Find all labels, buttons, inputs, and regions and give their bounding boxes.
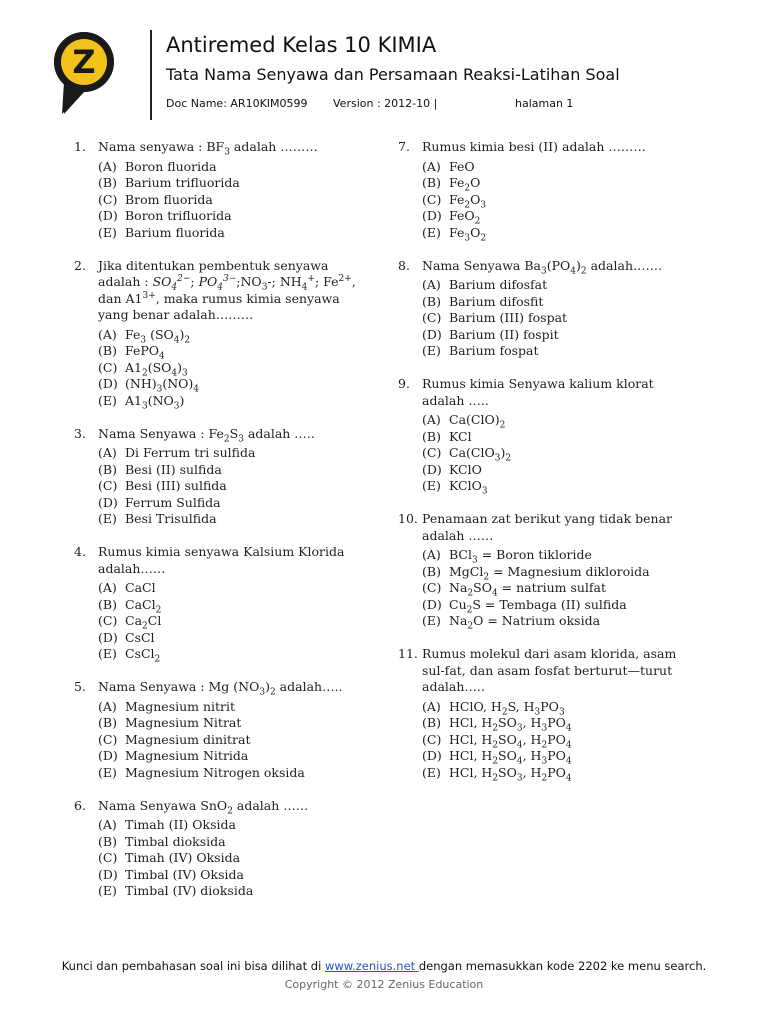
header-divider	[150, 30, 152, 120]
option-text: KCl	[449, 428, 472, 444]
question-number: 4.	[74, 544, 86, 559]
question	[74, 258, 374, 410]
answer-option	[422, 192, 698, 209]
answer-option	[422, 159, 698, 176]
option-text: BCl$_3$ = Boron tikloride	[449, 547, 592, 566]
answer-option	[422, 715, 698, 732]
answer-option	[422, 564, 698, 581]
answer-option	[422, 429, 698, 446]
answer-option	[98, 225, 374, 242]
option-letter: (E)	[422, 764, 441, 780]
option-text: Magnesium Nitrogen oksida	[125, 764, 305, 780]
answer-option	[98, 867, 374, 884]
option-text: FePO$_4$	[125, 343, 165, 362]
answer-option	[422, 225, 698, 242]
answer-option	[98, 376, 374, 393]
option-letter: (B)	[98, 461, 117, 477]
answer-option	[98, 597, 374, 614]
answer-option	[98, 699, 374, 716]
answer-option	[98, 208, 374, 225]
answer-option	[422, 310, 698, 327]
option-text: CaCl$_2$	[125, 596, 162, 615]
option-text: Besi Trisulfida	[125, 511, 217, 526]
option-letter: (E)	[98, 224, 117, 240]
question-number: 2.	[74, 257, 86, 273]
answer-option	[422, 547, 698, 564]
option-text: Boron trifluorida	[125, 208, 232, 223]
option-text: HCl, $H_2SO_4$, $H_3PO_4$	[449, 748, 572, 767]
option-letter: (E)	[98, 392, 117, 408]
question-stem: Penamaan zat berikut yang tidak benar adalah ……	[422, 511, 672, 543]
question-stem: Nama Senyawa : Mg $(NO_3)_2$ adalah…..	[98, 679, 343, 698]
option-letter: (B)	[98, 596, 117, 612]
answer-option	[98, 478, 374, 495]
option-letter: (B)	[422, 175, 441, 190]
option-letter: (A)	[98, 158, 117, 174]
footer-text-after: dengan memasukkan kode 2202 ke menu search.	[418, 959, 707, 973]
question	[74, 426, 374, 528]
answer-option	[98, 159, 374, 176]
page-number: halaman 1	[515, 97, 574, 110]
questions-column-left	[74, 139, 374, 916]
option-text: Timbal (IV) dioksida	[125, 883, 254, 898]
option-text: MgCl$_2$ = Magnesium dikloroida	[449, 563, 650, 582]
answer-option	[422, 597, 698, 614]
answer-option	[98, 511, 374, 528]
option-letter: (B)	[98, 715, 117, 730]
option-text: Besi (III) sulfida	[125, 478, 227, 493]
question-number: 8.	[398, 257, 410, 273]
option-letter: (D)	[98, 866, 118, 882]
doc-version: Version : 2012-10 |	[333, 97, 438, 110]
option-text: Brom fluorida	[125, 191, 213, 207]
answer-option	[98, 715, 374, 732]
option-letter: (B)	[422, 428, 441, 444]
answer-option	[98, 732, 374, 749]
option-letter: (B)	[98, 833, 117, 849]
option-letter: (B)	[422, 715, 441, 730]
option-text: CaCl	[125, 580, 156, 595]
option-letter: (A)	[422, 698, 441, 714]
page-subtitle: Tata Nama Senyawa dan Persamaan Reaksi-Latihan Soal	[166, 65, 620, 84]
doc-name: Doc Name: AR10KIM0599	[166, 97, 308, 110]
option-letter: (B)	[422, 293, 441, 309]
answer-option	[422, 445, 698, 462]
answer-option	[98, 462, 374, 479]
question-stem: Nama Senyawa $Ba_3(PO_4)_2$ adalah…….	[422, 257, 662, 276]
option-letter: (B)	[98, 343, 117, 358]
option-text: Barium (II) fospit	[449, 326, 559, 342]
answer-option	[98, 192, 374, 209]
question-stem: Rumus molekul dari asam klorida, asam sul-fat, dan asam fosfat berturut—turut adalah…..	[422, 646, 677, 694]
option-letter: (D)	[422, 748, 442, 763]
question-stem: Nama senyawa : $BF_3$ adalah ………	[98, 139, 318, 158]
answer-option	[422, 175, 698, 192]
answer-option	[98, 646, 374, 663]
option-letter: (D)	[422, 326, 442, 342]
option-letter: (E)	[98, 883, 117, 898]
option-letter: (A)	[422, 412, 441, 427]
option-text: $Cu_2S$ = Tembaga (II) sulfida	[449, 596, 627, 615]
question	[74, 679, 374, 781]
option-letter: (A)	[422, 158, 441, 174]
option-text: $Ca(ClO)_2$	[449, 412, 506, 431]
question	[74, 139, 374, 241]
option-letter: (C)	[98, 731, 118, 747]
question-stem: Rumus kimia Senyawa kalium klorat adalah …..	[422, 376, 654, 408]
option-letter: (D)	[98, 629, 118, 645]
option-letter: (C)	[422, 191, 442, 207]
option-letter: (E)	[98, 764, 117, 780]
question-stem: Jika ditentukan pembentuk senyawa adalah : $SO_4^{2-}$; $PO_4^{3-};NO_3-$; $NH_4^+$; $Fe^{2+}$, dan $A1^{3+}$, maka rumus kimia senyawa yang benar adalah………	[98, 257, 356, 322]
answer-option	[422, 327, 698, 344]
option-letter: (C)	[422, 731, 442, 747]
option-text: HCl, $H_2SO_4$, $H_2PO_4$	[449, 731, 572, 750]
option-text: $Ca_2Cl$	[125, 613, 162, 632]
logo-letter: Z	[72, 43, 96, 81]
option-text: KClO$_3$	[449, 478, 488, 497]
option-text: Barium fospat	[449, 343, 539, 358]
answer-option	[422, 462, 698, 479]
answer-option	[98, 495, 374, 512]
answer-option	[98, 393, 374, 410]
option-text: CsCl	[125, 629, 155, 645]
question	[398, 511, 698, 630]
option-text: FeO$_2$	[449, 208, 481, 227]
option-text: Timah (II) Oksida	[125, 817, 236, 832]
option-letter: (C)	[98, 191, 118, 207]
answer-option	[98, 765, 374, 782]
option-text: KClO	[449, 461, 482, 477]
answer-option	[98, 630, 374, 647]
answer-option	[98, 748, 374, 765]
option-text: $Na_2SO_4$ = natrium sulfat	[449, 580, 607, 599]
zenius-logo	[52, 30, 116, 116]
option-letter: (A)	[98, 817, 117, 832]
option-letter: (E)	[422, 613, 441, 628]
option-text: Ferrum Sulfida	[125, 494, 221, 510]
answer-option	[422, 478, 698, 495]
option-text: $Fe_2O_3$	[449, 191, 487, 210]
option-text: Magnesium Nitrat	[125, 715, 242, 730]
option-text: Timbal (IV) Oksida	[125, 866, 244, 882]
option-letter: (C)	[422, 445, 442, 460]
footer-note	[0, 959, 768, 973]
question-number: 7.	[398, 139, 410, 154]
question-number: 10.	[398, 511, 418, 526]
option-letter: (C)	[422, 310, 442, 325]
option-letter: (D)	[98, 376, 118, 391]
question-number: 1.	[74, 139, 86, 154]
option-letter: (D)	[422, 208, 442, 223]
option-letter: (D)	[422, 596, 442, 612]
answer-option	[98, 360, 374, 377]
option-letter: (D)	[98, 494, 118, 510]
option-text: Boron fluorida	[125, 158, 217, 174]
question-stem: Rumus kimia senyawa Kalsium Klorida adalah……	[98, 544, 345, 576]
question	[398, 258, 698, 360]
answer-option	[422, 277, 698, 294]
question-stem: Rumus kimia besi (II) adalah ………	[422, 139, 646, 154]
option-letter: (C)	[422, 580, 442, 595]
option-text: $Fe_2O$	[449, 175, 481, 194]
question-number: 3.	[74, 425, 86, 441]
question-stem: Nama Senyawa : $Fe_2S_3$ adalah …..	[98, 425, 315, 444]
option-letter: (A)	[422, 547, 441, 562]
question-number: 6.	[74, 797, 86, 813]
answer-option	[422, 580, 698, 597]
option-text: $A1_3(NO_3)$	[125, 392, 185, 411]
option-text: HClO, $H_2S$, $H_3PO_3$	[449, 698, 565, 717]
option-letter: (A)	[98, 445, 117, 460]
answer-option	[422, 699, 698, 716]
option-text: Timah (IV) Oksida	[125, 850, 241, 865]
answer-option	[98, 613, 374, 630]
answer-option	[98, 883, 374, 900]
question	[398, 139, 698, 241]
option-letter: (A)	[98, 580, 117, 595]
zenius-link[interactable]: www.zenius.net	[324, 959, 419, 973]
option-letter: (E)	[98, 511, 117, 526]
question	[398, 646, 698, 781]
answer-option	[98, 343, 374, 360]
answer-option	[422, 613, 698, 630]
option-letter: (B)	[422, 563, 441, 579]
option-text: $Fe_3$ $(SO_4)_2$	[125, 326, 191, 345]
answer-option	[98, 327, 374, 344]
question-number: 11.	[398, 646, 418, 661]
option-text: FeO	[449, 158, 475, 174]
option-letter: (E)	[422, 343, 441, 358]
copyright: Copyright © 2012 Zenius Education	[284, 978, 484, 991]
option-text: Magnesium nitrit	[125, 698, 236, 714]
option-letter: (B)	[98, 175, 117, 190]
option-text: HCl, $H_2SO_3$, $H_2PO_4$	[449, 764, 572, 783]
option-text: Magnesium Nitrida	[125, 748, 249, 763]
option-letter: (A)	[98, 326, 117, 342]
option-text: Besi (II) sulfida	[125, 461, 222, 477]
question-stem: Nama Senyawa SnO$_2$ adalah ……	[98, 797, 309, 816]
option-text: $Fe_3O_2$	[449, 224, 487, 243]
answer-option	[422, 748, 698, 765]
option-letter: (E)	[422, 478, 441, 493]
option-text: Barium (III) fospat	[449, 310, 568, 325]
questions-column-right	[398, 139, 698, 798]
option-letter: (C)	[98, 359, 118, 375]
option-letter: (A)	[98, 698, 117, 714]
option-text: CsCl$_2$	[125, 646, 161, 665]
option-text: HCl, $H_2SO_3$, $H_3PO_4$	[449, 715, 572, 734]
option-text: Magnesium dinitrat	[125, 731, 251, 747]
answer-option	[98, 580, 374, 597]
answer-option	[422, 765, 698, 782]
option-text: Barium trifluorida	[125, 175, 240, 190]
option-text: $(NH)_3(NO)_4$	[125, 376, 200, 395]
answer-option	[422, 294, 698, 311]
option-letter: (C)	[98, 850, 118, 865]
answer-option	[98, 850, 374, 867]
option-text: Barium fluorida	[125, 224, 225, 240]
answer-option	[98, 175, 374, 192]
option-letter: (D)	[98, 748, 118, 763]
option-text: $A1_2(SO_4)_3$	[125, 359, 188, 378]
option-text: Barium difosfit	[449, 293, 544, 309]
question	[398, 376, 698, 495]
option-letter: (C)	[98, 478, 118, 493]
question-number: 9.	[398, 376, 410, 391]
answer-option	[98, 817, 374, 834]
footer-text-before: Kunci dan pembahasan soal ini bisa dilihat di	[61, 959, 325, 973]
answer-option	[98, 834, 374, 851]
option-text: Timbal dioksida	[125, 833, 226, 849]
option-letter: (E)	[422, 224, 441, 240]
option-letter: (E)	[98, 646, 117, 661]
answer-option	[422, 732, 698, 749]
option-text: $Na_2O$ = Natrium oksida	[449, 613, 601, 632]
question	[74, 544, 374, 663]
answer-option	[422, 208, 698, 225]
option-letter: (C)	[98, 613, 118, 628]
option-text: $Ca(ClO_3)_2$	[449, 445, 512, 464]
answer-option	[98, 445, 374, 462]
answer-option	[422, 412, 698, 429]
option-text: Barium difosfat	[449, 277, 548, 292]
question	[74, 798, 374, 900]
option-letter: (D)	[422, 461, 442, 477]
page-title: Antiremed Kelas 10 KIMIA	[166, 33, 437, 57]
question-number: 5.	[74, 679, 86, 694]
option-letter: (D)	[98, 208, 118, 223]
answer-option	[422, 343, 698, 360]
option-letter: (A)	[422, 277, 441, 292]
option-text: Di Ferrum tri sulfida	[125, 445, 256, 460]
